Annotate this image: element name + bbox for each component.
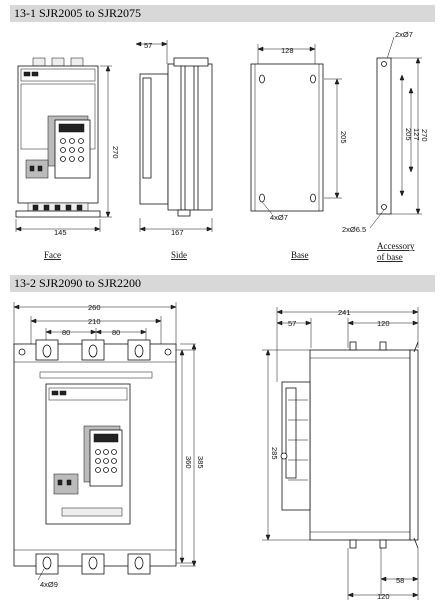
acc-top-holes-dim: 2xØ7 xyxy=(395,30,413,39)
acc-127-dim: 127 xyxy=(412,128,421,141)
face-height-dim: 270 xyxy=(111,146,120,159)
front-360-dim: 360 xyxy=(184,456,193,469)
base-width-dim: 128 xyxy=(281,46,294,55)
side-offset-dim: 57 xyxy=(144,41,153,50)
base-height-dim: 205 xyxy=(339,131,348,144)
side-right-dim-large: 120 xyxy=(377,319,390,328)
side-depth-dim: 167 xyxy=(171,228,184,237)
section-13-1-heading: 13-1 SJR2005 to SJR2075 xyxy=(10,5,435,22)
face-caption: Face xyxy=(44,250,61,260)
front-385-dim: 385 xyxy=(196,456,205,469)
large-front-view xyxy=(14,302,205,589)
side-bottom-120-dim: 120 xyxy=(377,592,390,601)
face-view xyxy=(16,58,120,260)
front-width-dim: 260 xyxy=(88,303,101,312)
side-bottom-58-dim: 58 xyxy=(396,576,405,585)
acc-270-dim: 270 xyxy=(420,129,429,142)
section-13-2-heading: 13-2 SJR2090 to SJR2200 xyxy=(10,275,435,292)
side-offset-dim-large: 57 xyxy=(288,319,297,328)
base-view xyxy=(251,44,348,260)
side-depth-dim-large: 241 xyxy=(338,308,351,317)
acc-bottom-holes-dim: 2xØ6.5 xyxy=(342,225,367,234)
side-caption: Side xyxy=(171,250,188,260)
base-caption: Base xyxy=(291,250,309,260)
front-holes-dim: 4xØ9 xyxy=(40,580,58,589)
front-left-pitch-dim: 80 xyxy=(62,328,71,337)
accessory-view xyxy=(342,30,429,262)
face-width-dim: 145 xyxy=(54,228,67,237)
accessory-caption-line1: Accessory xyxy=(377,241,415,251)
accessory-caption-line2: of base xyxy=(377,252,403,262)
side-view xyxy=(136,40,212,260)
base-holes-dim: 4xØ7 xyxy=(270,213,288,222)
side-height-dim-large: 285 xyxy=(270,447,279,460)
front-right-pitch-dim: 80 xyxy=(112,328,121,337)
front-inner-dim: 210 xyxy=(88,317,101,326)
acc-205-dim: 205 xyxy=(404,128,413,141)
large-side-view xyxy=(262,307,418,601)
